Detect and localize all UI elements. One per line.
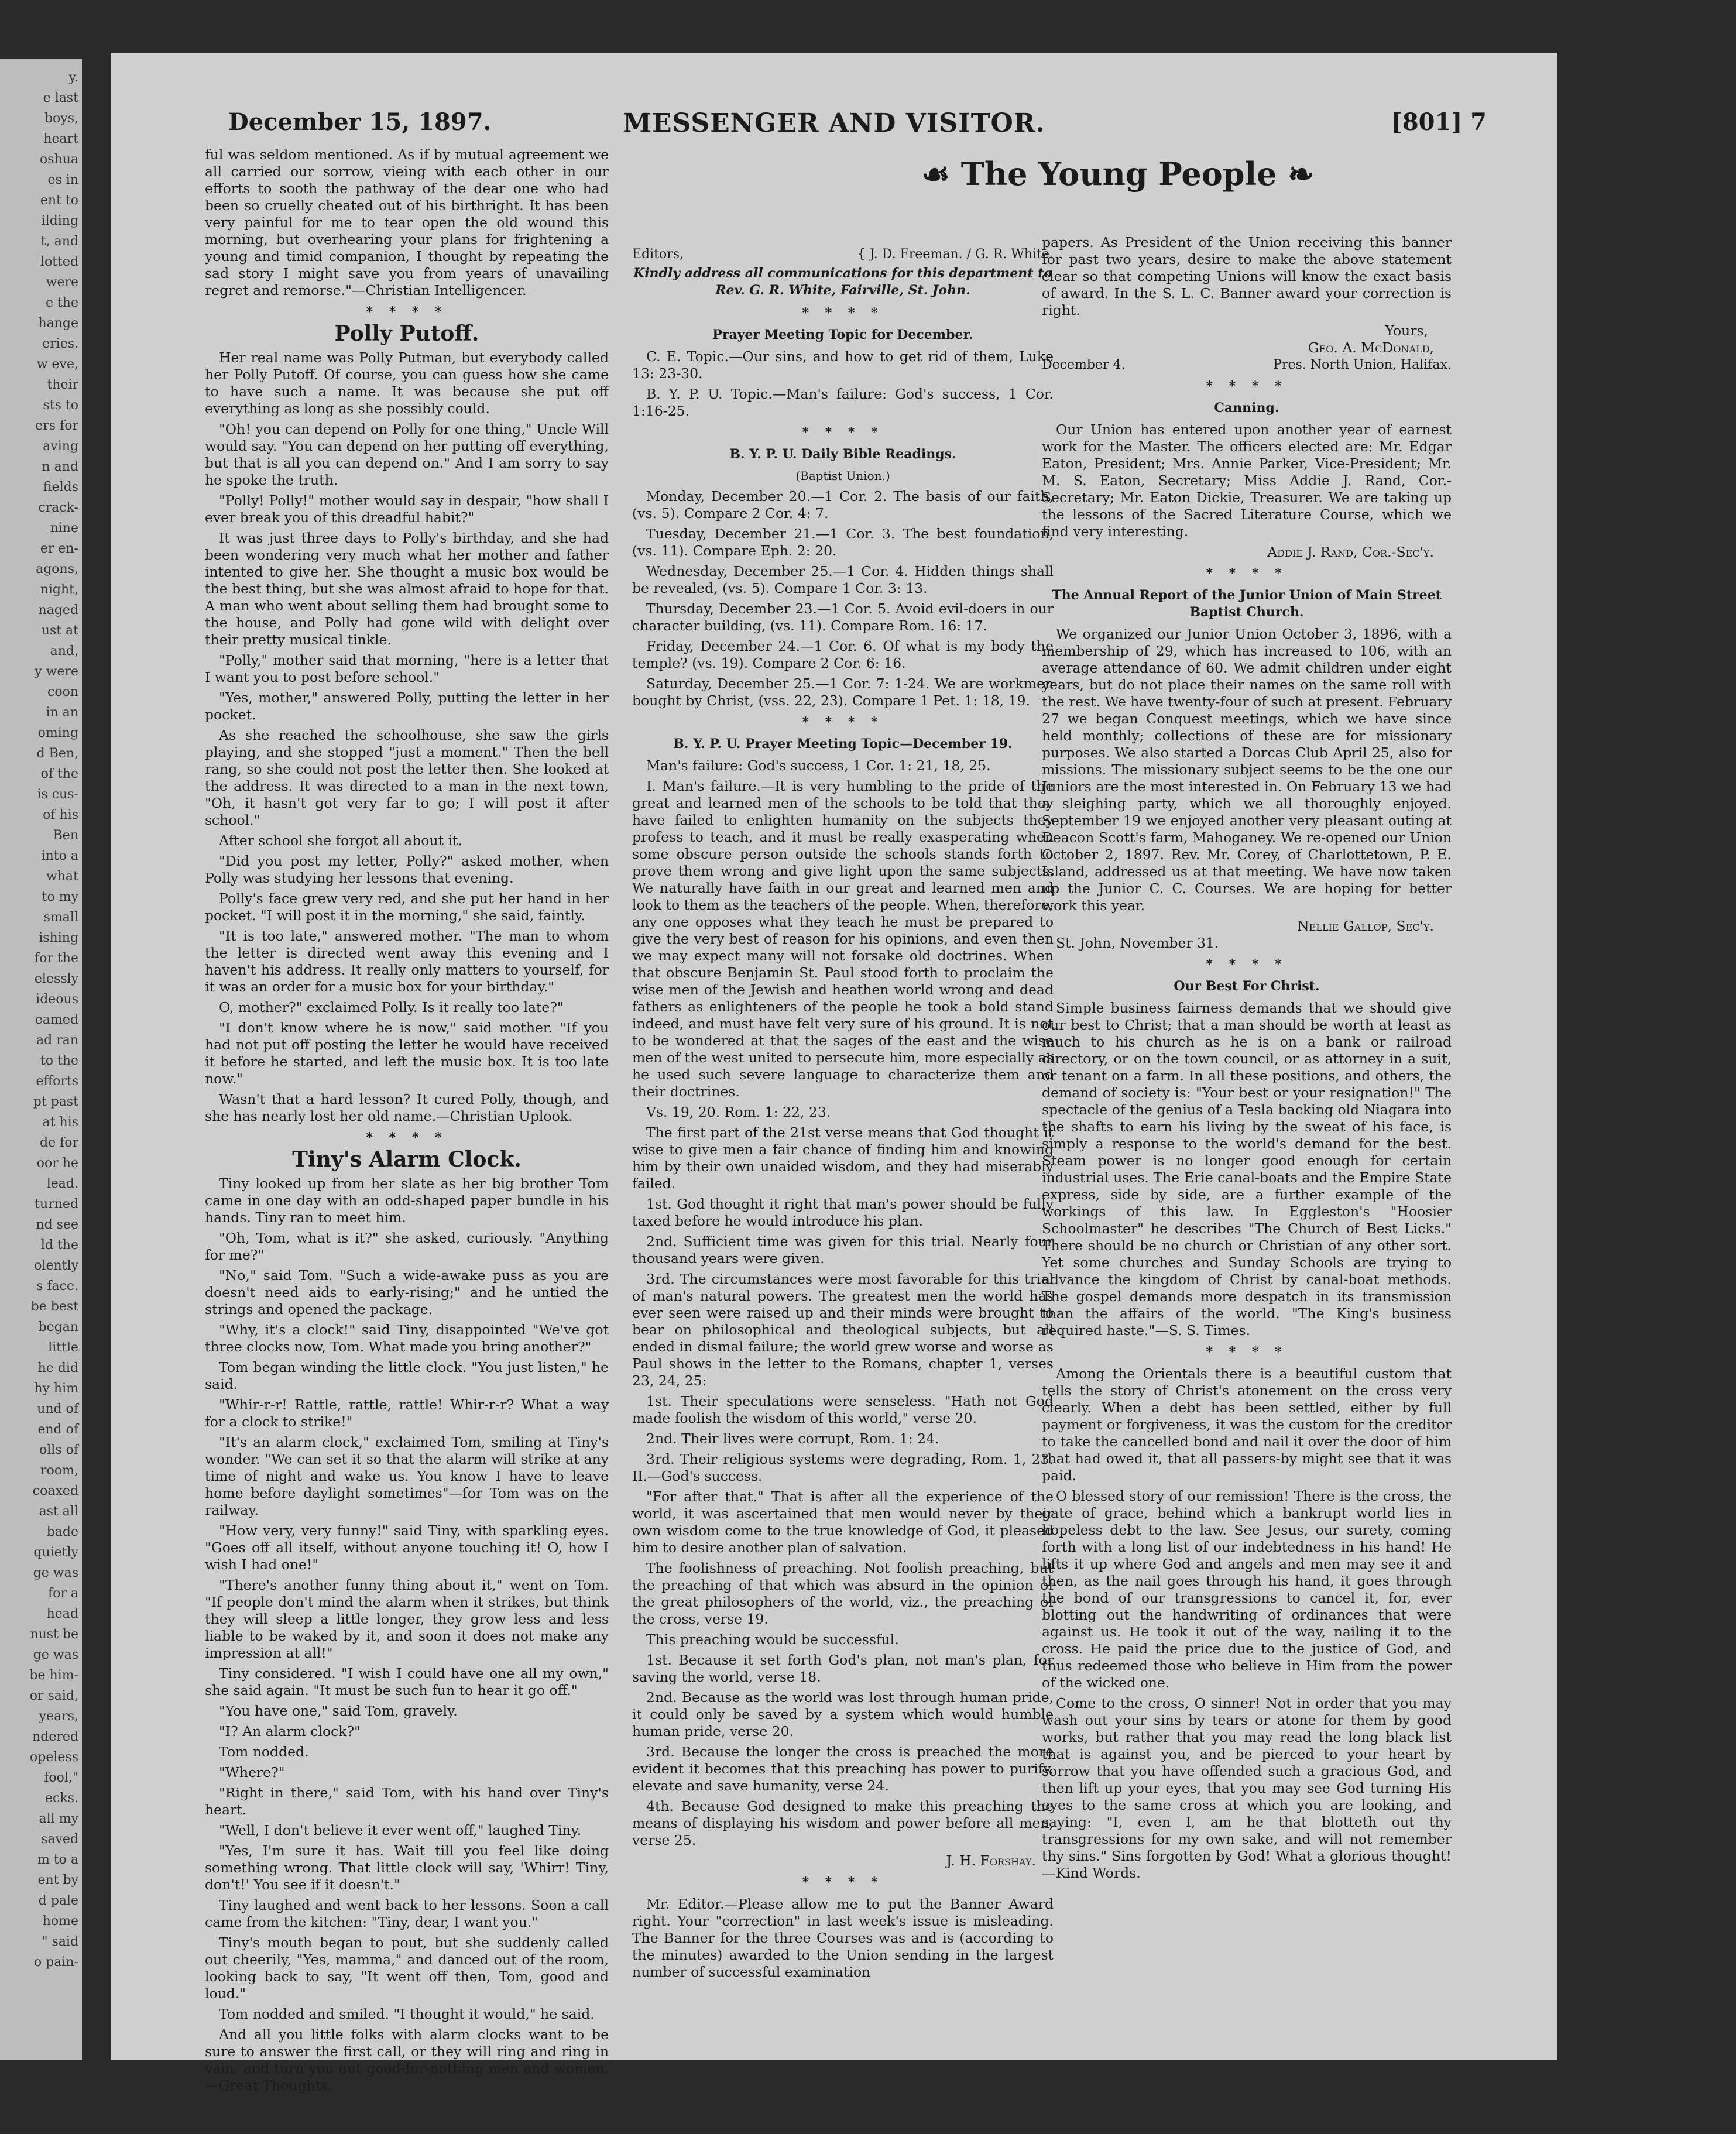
paragraph: Tom nodded and smiled. "I thought it would," he said. bbox=[219, 2006, 595, 2022]
strip-fragment: ge was bbox=[33, 1648, 78, 1662]
strip-fragment: m to a bbox=[37, 1852, 78, 1867]
strip-fragment: boys, bbox=[44, 111, 78, 126]
strip-fragment: nine bbox=[50, 521, 78, 536]
mcdonald-line bbox=[1042, 356, 1452, 373]
editors-label: Editors, bbox=[632, 247, 684, 262]
mcdonald-signature: Geo. A. McDonald, bbox=[1308, 339, 1434, 356]
paragraph: Tiny's mouth began to pout, but she suddenly called out cheerily, "Yes, mamma," and danced out of the room, looking back to say, "It went off then, Tom, good and loud." bbox=[205, 1934, 609, 2002]
strip-fragment: nust be bbox=[30, 1627, 78, 1642]
paragraph: Tom nodded. bbox=[219, 1744, 309, 1760]
best-title: Our Best For Christ. bbox=[1174, 979, 1320, 994]
paragraph: I. Man's failure.—It is very humbling to the pride of the great and learned men of the schools to be told that they have failed to enlighten humanity on the subjects they profess to teach, and it must be really exasperating when some obscure person outside the schools stands forth to prove them wrong and give light upon the same subjects. We naturally have faith in our great and learned men and look to them as the teachers of the people. When, therefore, any one opposes what they teach he must be prepared to give the very best of reason for his opinions, and even then we may expect many will not forsake old doctrines. When that obscure Benjamin St. Paul stood forth to proclaim the wise men of the Jewish and heathen world wrong and dead fathers as enlighteners of the people he took a bold stand indeed, and must have felt very sure of his ground. It is not to be wondered at that the sages of the east and the wise men of the west united to persecute him, more especially as he used such severe language to characterize them and their doctrines. bbox=[632, 778, 1054, 1100]
strip-fragment: end of bbox=[37, 1422, 78, 1437]
strip-fragment: e last bbox=[43, 91, 78, 105]
paragraph: 2nd. Sufficient time was given for this trial. Nearly four thousand years were given. bbox=[632, 1233, 1054, 1267]
column-2 bbox=[632, 246, 1054, 1984]
paragraph: After school she forgot all about it. bbox=[219, 832, 462, 849]
strip-fragment: in an bbox=[46, 705, 78, 720]
canning-title: Canning. bbox=[1214, 400, 1279, 416]
strip-fragment: lotted bbox=[40, 255, 78, 269]
strip-fragment: fool," bbox=[44, 1771, 78, 1785]
section-divider: * * * * bbox=[1206, 566, 1288, 581]
polly-title: Polly Putoff. bbox=[334, 321, 479, 346]
strip-fragment: what bbox=[46, 869, 78, 884]
strip-fragment: he did bbox=[37, 1361, 78, 1375]
paragraph: Tuesday, December 21.—1 Cor. 3. The best foundation, (vs. 11). Compare Eph. 2: 20. bbox=[632, 526, 1054, 559]
paragraph: "I? An alarm clock?" bbox=[219, 1723, 361, 1740]
paragraph: Saturday, December 25.—1 Cor. 7: 1-24. We are workmen bought by Christ, (vss. 22, 23). Compare 1 Pet. 1: 18, 19. bbox=[632, 675, 1054, 709]
strip-fragment: hange bbox=[38, 316, 78, 331]
strip-fragment: night, bbox=[40, 582, 78, 597]
oriental-body bbox=[1042, 1366, 1452, 1882]
strip-fragment: ndered bbox=[32, 1730, 78, 1744]
banner-letter-continued: papers. As President of the Union receiving this banner for past two years, desire to make the above statement clear so that competing Unions will know the exact basis of award. In the S. L. C. Banner award your correction is right. bbox=[1042, 234, 1452, 318]
strip-fragment: is cus- bbox=[37, 787, 78, 802]
paragraph: Wasn't that a hard lesson? It cured Polly, though, and she has nearly lost her old name.—Christian Uplook. bbox=[205, 1091, 609, 1124]
strip-fragment: eamed bbox=[35, 1013, 78, 1027]
strip-fragment: oming bbox=[37, 726, 78, 740]
paragraph: "Where?" bbox=[219, 1764, 285, 1780]
strip-fragment: ilding bbox=[41, 214, 78, 228]
strip-fragment: ast all bbox=[39, 1504, 78, 1519]
daily-readings bbox=[632, 488, 1054, 709]
strip-fragment: es in bbox=[47, 173, 78, 187]
paragraph: 4th. Because God designed to make this preaching the means of displaying his wisdom and power before all men, verse 25. bbox=[632, 1798, 1054, 1848]
prayer-title: Prayer Meeting Topic for December. bbox=[712, 327, 973, 342]
paragraph: "Well, I don't believe it ever went off," laughed Tiny. bbox=[219, 1822, 582, 1838]
paragraph: Polly's face grew very red, and she put her hand in her pocket. "I will post it in the morning," she said, faintly. bbox=[205, 890, 609, 924]
paragraph: "Right in there," said Tom, with his hand over Tiny's heart. bbox=[205, 1785, 609, 1818]
best-body: Simple business fairness demands that we should give our best to Christ; that a man should be worth at least as much to his church as he is on a bank or railroad directory, or on the town council, or as attorney in a suit, or tenant on a farm. In all these positions, and others, the demand of society is: "Your best or your resignation!" The spectacle of the genius of a Tesla backing old Niagara into the shafts to earn his living by the sweat of his face, is simply a response to the world's demand for the best. Steam power is no longer good enough for certain industrial uses. The Erie canal-boats and the Empire State express, side by side, are a further example of the workings of this law. In Eggleston's "Hoosier Schoolmaster" he describes "The Church of Best Licks." There should be no church or Christian of any other sort. Yet some churches and Sunday Schools are trying to advance the kingdom of Christ by canal-boat methods. The gospel demands more despatch in its transmission than the affairs of the world. "The King's business required haste."—S. S. Times. bbox=[1042, 1000, 1452, 1339]
paragraph: 1st. Their speculations were senseless. "Hath not God made foolish the wisdom of this world," verse 20. bbox=[632, 1393, 1054, 1426]
strip-fragment: coaxed bbox=[32, 1484, 78, 1498]
paragraph: This preaching would be successful. bbox=[646, 1631, 899, 1648]
strip-fragment: for a bbox=[47, 1586, 78, 1601]
paragraph: Tiny looked up from her slate as her big brother Tom came in one day with an odd-shaped paper bundle in his hands. Tiny ran to meet him. bbox=[205, 1175, 609, 1226]
strip-fragment: naged bbox=[38, 603, 78, 617]
section-divider: * * * * bbox=[1206, 1344, 1288, 1360]
strip-fragment: ecks. bbox=[45, 1791, 78, 1806]
editors-line bbox=[632, 246, 1054, 263]
paragraph: 1st. Because it set forth God's plan, not man's plan, for saving the world, verse 18. bbox=[632, 1652, 1054, 1685]
tiny-title: Tiny's Alarm Clock. bbox=[292, 1147, 522, 1172]
paragraph: 3rd. Because the longer the cross is preached the more evident it becomes that this preaching has power to purify, elevate and save humanity, verse 24. bbox=[632, 1744, 1054, 1794]
strip-fragment: de for bbox=[40, 1135, 78, 1150]
mcdonald-date: December 4. bbox=[1042, 358, 1126, 372]
paragraph: 1st. God thought it right that man's power should be fully taxed before he would introduce his plan. bbox=[632, 1196, 1054, 1229]
strip-fragment: sts to bbox=[43, 398, 78, 413]
prayer-topics bbox=[632, 348, 1054, 420]
strip-fragment: coon bbox=[47, 685, 78, 699]
strip-fragment: w eve, bbox=[36, 357, 78, 372]
paragraph: "I don't know where he is now," said mother. "If you had not put off posting the letter he would have received it before he started, and left the music box. It is too late now." bbox=[205, 1020, 609, 1087]
canning-signature: Addie J. Rand, Cor.-Sec'y. bbox=[1267, 544, 1434, 560]
polly-story bbox=[205, 349, 609, 1125]
strip-fragment: bade bbox=[46, 1525, 78, 1539]
section-divider: * * * * bbox=[366, 1130, 448, 1145]
paragraph: Tiny laughed and went back to her lessons. Soon a call came from the kitchen: "Tiny, dear, I want you." bbox=[205, 1897, 609, 1930]
header-title: MESSENGER AND VISITOR. bbox=[623, 108, 1045, 138]
paragraph: 3rd. The circumstances were most favorable for this trial of man's natural powers. The greatest men the world has ever seen were raised up and their minds were brought to bear on philosophical and theological subjects, but all ended in dismal failure; the world grew worse and worse as Paul shows in the letter to the Romans, chapter 1, verses 23, 24, 25: bbox=[632, 1271, 1054, 1389]
paragraph: Her real name was Polly Putman, but everybody called her Polly Putoff. Of course, you can guess how she came to have such a name. It was because she put off everything as long as she possibly could. bbox=[205, 349, 609, 417]
paragraph: Friday, December 24.—1 Cor. 6. Of what is my body the temple? (vs. 19). Compare 2 Cor. 6: 16. bbox=[632, 638, 1054, 671]
paragraph: The foolishness of preaching. Not foolish preaching, but the preaching of that which was absurd in the opinion of the great philosophers of the world, viz., the preaching of the cross, verse 19. bbox=[632, 1560, 1054, 1627]
canning-body: Our Union has entered upon another year of earnest work for the Master. The officers elected are: Mr. Edgar Eaton, President; Mrs. Annie Parker, Vice-President; Mr. M. S. Eaton, Secretary; Miss Addie J. Rand, Cor.-Secretary; Mr. Eaton Dickie, Treasurer. We are taking up the lessons of the Sacred Literature Course, which we find very interesting. bbox=[1042, 421, 1452, 540]
paragraph: "Whir-r-r! Rattle, rattle, rattle! Whir-r-r? What a way for a clock to strike!" bbox=[205, 1397, 609, 1430]
paragraph: And all you little folks with alarm clocks want to be sure to answer the first call, or they will ring and ring in vain, and turn you out good-for-nothing men and women.—Great Thoughts. bbox=[205, 2026, 609, 2094]
strip-fragment: ent to bbox=[40, 193, 78, 208]
strip-fragment: oor he bbox=[36, 1156, 78, 1171]
strip-fragment: efforts bbox=[36, 1074, 78, 1089]
paragraph: 3rd. Their religious systems were degrading, Rom. 1, 23. II.—God's success. bbox=[632, 1451, 1054, 1484]
strip-fragment: und of bbox=[37, 1402, 78, 1416]
strip-fragment: fields bbox=[43, 480, 78, 495]
paragraph: "You have one," said Tom, gravely. bbox=[219, 1703, 458, 1719]
strip-fragment: hy him bbox=[34, 1381, 78, 1396]
strip-fragment: ust at bbox=[41, 623, 78, 638]
strip-fragment: little bbox=[48, 1340, 78, 1355]
paragraph: Tom began winding the little clock. "You just listen," he said. bbox=[205, 1359, 609, 1392]
paragraph: "How very, very funny!" said Tiny, with sparkling eyes. "Goes off all itself, without anyone touching it! O, how I wish I had one!" bbox=[205, 1522, 609, 1573]
strip-fragment: y were bbox=[35, 664, 78, 679]
annual-title: The Annual Report of the Junior Union of Main Street Baptist Church. bbox=[1052, 588, 1442, 620]
strip-fragment: agons, bbox=[36, 562, 78, 577]
strip-fragment: e the bbox=[45, 296, 78, 310]
strip-fragment: crack- bbox=[38, 500, 78, 515]
newspaper-page bbox=[111, 53, 1557, 2094]
paragraph: C. E. Topic.—Our sins, and how to get rid of them, Luke 13: 23-30. bbox=[632, 348, 1054, 382]
strip-fragment: at his bbox=[42, 1115, 78, 1130]
strip-fragment: years, bbox=[39, 1709, 78, 1724]
paragraph: "Oh, Tom, what is it?" she asked, curiously. "Anything for me?" bbox=[205, 1230, 609, 1263]
strip-fragment: opeless bbox=[30, 1750, 78, 1765]
paragraph: The first part of the 21st verse means that God thought it wise to give men a fair chance of finding him and knowing him by their own unaided wisdom, and they had miserably failed. bbox=[632, 1124, 1054, 1192]
strip-fragment: to the bbox=[40, 1054, 78, 1068]
paragraph: It was just three days to Polly's birthday, and she had been wondering very much what her mother and father intented to give her. She thought a music box would be the best thing, but she was almost afraid to hope for that. A man who went about selling them had brought some to the house, and Polly had gone wild with delight over their pretty musical tinkle. bbox=[205, 530, 609, 648]
column-3 bbox=[1042, 234, 1452, 1885]
strip-fragment: for the bbox=[35, 951, 78, 966]
paragraph: "Did you post my letter, Polly?" asked mother, when Polly was studying her lessons that evening. bbox=[205, 853, 609, 886]
header-date: December 15, 1897. bbox=[228, 108, 492, 136]
topic-title: B. Y. P. U. Prayer Meeting Topic—December 19. bbox=[673, 736, 1013, 752]
strip-fragment: elessly bbox=[34, 972, 78, 986]
strip-fragment: began bbox=[38, 1320, 78, 1334]
strip-fragment: small bbox=[43, 910, 78, 925]
daily-subtitle: (Baptist Union.) bbox=[795, 469, 890, 483]
paragraph: "It's an alarm clock," exclaimed Tom, smiling at Tiny's wonder. "We can set it so that the alarm will strike at any time of night and wake us. You know I have to leave home before daylight sometimes"—for Tom was on the railway. bbox=[205, 1434, 609, 1518]
paragraph: "Oh! you can depend on Polly for one thing," Uncle Will would say. "You can depend on her putting off everything, but that is all you can depend on." And I am sorry to say he spoke the truth. bbox=[205, 421, 609, 488]
daily-title: B. Y. P. U. Daily Bible Readings. bbox=[729, 447, 956, 462]
paragraph: "Polly! Polly!" mother would say in despair, "how shall I ever break you of this dreadful habit?" bbox=[205, 492, 609, 526]
strip-fragment: and, bbox=[50, 644, 78, 658]
strip-fragment: ld the bbox=[40, 1238, 78, 1253]
paragraph: Among the Orientals there is a beautiful custom that tells the story of Christ's atonement on the cross very clearly. When a debt has been settled, either by full payment or forgiveness, it was the custom for the creditor to take the cancelled bond and nail it over the door of him that had owed it, that all passers-by might see that it was paid. bbox=[1042, 1366, 1452, 1484]
young-people-title: ☙ The Young People ❧ bbox=[921, 155, 1315, 193]
section-divider: * * * * bbox=[802, 715, 884, 730]
strip-fragment: or said, bbox=[29, 1689, 78, 1703]
strip-fragment: eries. bbox=[42, 337, 78, 351]
strip-fragment: Ben bbox=[53, 828, 78, 843]
strip-fragment: turned bbox=[35, 1197, 78, 1212]
strip-fragment: of the bbox=[40, 767, 78, 781]
strip-fragment: t, and bbox=[40, 234, 78, 249]
annual-signature: Nellie Gallop, Sec'y. bbox=[1297, 918, 1434, 934]
strip-fragment: heart bbox=[43, 132, 78, 146]
intro-paragraph: ful was seldom mentioned. As if by mutual agreement we all carried our sorrow, vieing with each other in our efforts to sooth the pathway of the dear one who had been so cruelly cheated out of his birthright. It has been very painful for me to tear open the old wound this morning, but overhearing your plans for frightening a young and timid companion, I thought by repeating the sad story I might save you from years of unavailing regret and remorse."—Christian Intelligencer. bbox=[205, 146, 609, 299]
paragraph: 2nd. Because as the world was lost through human pride, it could only be saved by a system which would humble human pride, verse 20. bbox=[632, 1689, 1054, 1740]
strip-fragment: home bbox=[42, 1914, 78, 1929]
paragraph: "Yes, mother," answered Polly, putting the letter in her pocket. bbox=[205, 689, 609, 723]
strip-fragment: d pale bbox=[38, 1893, 78, 1908]
strip-fragment: of his bbox=[43, 808, 78, 822]
adjacent-page-strip bbox=[0, 59, 82, 2060]
strip-fragment: olls of bbox=[39, 1443, 78, 1457]
strip-fragment: " said bbox=[42, 1934, 78, 1949]
header-page-number: [801] 7 bbox=[1391, 108, 1487, 136]
strip-fragment: aving bbox=[43, 439, 78, 454]
topic-body bbox=[632, 757, 1054, 1849]
paragraph: "Why, it's a clock!" said Tiny, disappointed "We've got three clocks now, Tom. What made you bring another?" bbox=[205, 1322, 609, 1355]
paragraph: Come to the cross, O sinner! Not in order that you may wash out your sins by tears or atone for them by good works, but rather that you may read the long black list that is against you, and be pierced to your heart by sorrow that you have offended such a gracious God, and then lift up your eyes, that you may see God turning His eyes to the same cross at which you are looking, and saying: "I, even I, am he that blotteth out thy transgressions for my own sake, and will not remember thy sins." Sins forgotten by God! What a glorious thought!—Kind Words. bbox=[1042, 1695, 1452, 1881]
banner-letter: Mr. Editor.—Please allow me to put the Banner Award right. Your "correction" in last week's issue is misleading. The Banner for the three Courses was and is (according to the minutes) awarded to the Union sending in the largest number of successful examination bbox=[632, 1896, 1054, 1980]
paragraph: Wednesday, December 25.—1 Cor. 4. Hidden things shall be revealed, (vs. 5). Compare 1 Cor. 3: 13. bbox=[632, 563, 1054, 596]
strip-fragment: be best bbox=[30, 1299, 78, 1314]
paragraph: Man's failure: God's success, 1 Cor. 1: 21, 18, 25. bbox=[646, 757, 991, 774]
section-divider: * * * * bbox=[1206, 957, 1288, 972]
paragraph: Thursday, December 23.—1 Cor. 5. Avoid evil-doers in our character building, (vs. 11). Compare Rom. 16: 17. bbox=[632, 601, 1054, 634]
paragraph: "No," said Tom. "Such a wide-awake puss as you are doesn't need aids to early-rising;" and he untied the strings and opened the package. bbox=[205, 1267, 609, 1318]
paragraph: 2nd. Their lives were corrupt, Rom. 1: 24. bbox=[646, 1430, 939, 1447]
editors-note: Kindly address all communications for this department to Rev. G. R. White, Fairville, St. John. bbox=[633, 266, 1052, 298]
strip-fragment: their bbox=[47, 378, 78, 392]
topic-signature: J. H. Forshay. bbox=[946, 1852, 1036, 1869]
strip-fragment: to my bbox=[42, 890, 78, 904]
paragraph: Vs. 19, 20. Rom. 1: 22, 23. bbox=[646, 1104, 831, 1120]
strip-fragment: lead. bbox=[46, 1176, 78, 1191]
strip-fragment: oshua bbox=[40, 152, 78, 167]
paragraph: "Yes, I'm sure it has. Wait till you feel like doing something wrong. That little clock will say, 'Whirr! Tiny, don't!' You see if it doesn't." bbox=[205, 1843, 609, 1893]
strip-fragment: d Ben, bbox=[36, 746, 78, 761]
paragraph: As she reached the schoolhouse, she saw the girls playing, and she stopped "just a moment." Then the bell rang, so she could not post the letter then. She looked at the address. It was directed to a man in the next town, "Oh, it hasn't got very far to go; I will post it after school." bbox=[205, 727, 609, 828]
strip-fragment: ideous bbox=[36, 992, 78, 1007]
section-divider: * * * * bbox=[802, 1875, 884, 1890]
column-1 bbox=[205, 146, 609, 2098]
strip-fragment: ad ran bbox=[36, 1033, 78, 1048]
paragraph: B. Y. P. U. Topic.—Man's failure: God's success, 1 Cor. 1:16-25. bbox=[632, 386, 1054, 419]
strip-fragment: er en- bbox=[40, 541, 78, 556]
strip-fragment: olently bbox=[34, 1258, 78, 1273]
paragraph: Monday, December 20.—1 Cor. 2. The basis of our faith, (vs. 5). Compare 2 Cor. 4: 7. bbox=[632, 488, 1054, 522]
strip-fragment: ishing bbox=[39, 931, 78, 945]
strip-fragment: y. bbox=[68, 70, 78, 85]
section-divider: * * * * bbox=[802, 425, 884, 440]
paragraph: O blessed story of our remission! There is the cross, the gate of grace, behind which a bankrupt world lies in hopeless debt to the law. See Jesus, our surety, coming forth with a long list of our indebtedness in his hand! He lifts it up where God and angels and men may see it and then, as the nail goes through his hand, it goes through the bond of our transgressions to cancel it, for, ever blotting out the handwriting of ordinances that were against us. He took it out of the way, nailing it to the cross. He paid the price due to the justice of God, and thus redeemed those who believe in Him from the power of the wicked one. bbox=[1042, 1488, 1452, 1691]
paragraph: O, mother?" exclaimed Polly. Is it really too late?" bbox=[219, 999, 564, 1015]
editors-names: { J. D. Freeman. / G. R. White. bbox=[857, 247, 1054, 262]
strip-fragment: head bbox=[46, 1607, 78, 1621]
section-divider: * * * * bbox=[366, 304, 448, 320]
strip-fragment: saved bbox=[41, 1832, 78, 1847]
strip-fragment: ge was bbox=[33, 1566, 78, 1580]
section-divider: * * * * bbox=[802, 306, 884, 321]
strip-fragment: o pain- bbox=[33, 1955, 78, 1970]
mcdonald-title: Pres. North Union, Halifax. bbox=[1273, 358, 1452, 372]
paragraph: "It is too late," answered mother. "The man to whom the letter is directed went away this evening and I haven't his address. It really only matters to yourself, for it was an order for a music box for your birthday." bbox=[205, 928, 609, 995]
tiny-story bbox=[205, 1175, 609, 2094]
strip-fragment: into a bbox=[41, 849, 78, 863]
paragraph: "For after that." That is after all the experience of the world, it was ascertained that men would never by their own wisdom come to the true knowledge of God, it pleased him to desire another plan of salvation. bbox=[632, 1488, 1054, 1556]
strip-fragment: ent by bbox=[37, 1873, 78, 1888]
strip-fragment: all my bbox=[39, 1812, 78, 1826]
paragraph: Tiny considered. "I wish I could have one all my own," she said again. "It must be such fun to hear it go off." bbox=[205, 1665, 609, 1699]
letter-closing: Yours, bbox=[1385, 322, 1428, 339]
strip-fragment: s face. bbox=[36, 1279, 78, 1294]
strip-fragment: ers for bbox=[35, 418, 78, 433]
section-divider: * * * * bbox=[1206, 379, 1288, 394]
paragraph: "Polly," mother said that morning, "here is a letter that I want you to post before school." bbox=[205, 652, 609, 685]
strip-fragment: were bbox=[46, 275, 78, 290]
annual-place: St. John, November 31. bbox=[1056, 935, 1219, 951]
strip-fragment: n and bbox=[42, 459, 78, 474]
strip-fragment: nd see bbox=[36, 1217, 78, 1232]
strip-fragment: room, bbox=[40, 1463, 78, 1478]
paragraph: "There's another funny thing about it," went on Tom. "If people don't mind the alarm when it strikes, but think they will sleep a little longer, they grow less and less liable to be waked by it, and soon it does not make any impression at all!" bbox=[205, 1577, 609, 1661]
strip-fragment: quietly bbox=[33, 1545, 78, 1560]
annual-body: We organized our Junior Union October 3, 1896, with a membership of 29, which has increased to 106, with an average attendance of 60. We admit children under eight years, but do not place their names on the same roll with the rest. We have twenty-four of such at present. February 27 we began Conquest meetings, which we have since held monthly; collections of these are for missionary purposes. We also started a Dorcas Club April 25, also for missions. The missionary subject seems to be the one our Juniors are the most interested in. On February 13 we had a sleighing party, which we all thoroughly enjoyed. September 19 we enjoyed another very pleasant outing at Deacon Scott's farm, Mahoganey. We re-opened our Union October 2, 1897. Rev. Mr. Corey, of Charlottetown, P. E. Island, addressed us at that meeting. We have now taken up the Junior C. C. Courses. We are hoping for better work this year. bbox=[1042, 626, 1452, 914]
strip-fragment: be him- bbox=[29, 1668, 78, 1683]
strip-fragment: pt past bbox=[33, 1095, 78, 1109]
